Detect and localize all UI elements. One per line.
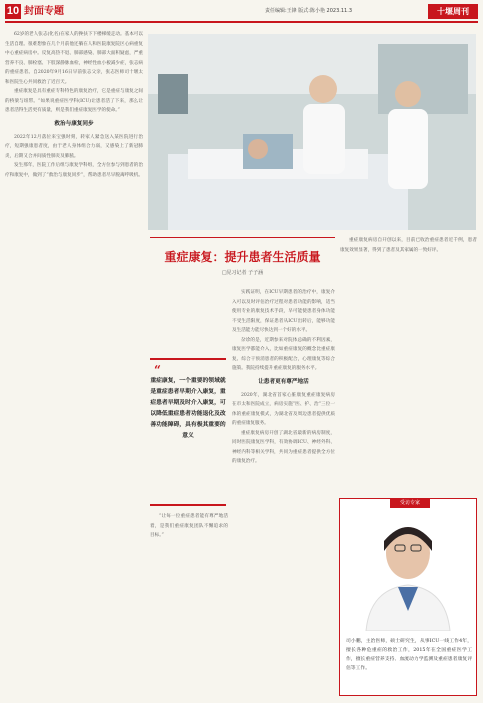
subheading: 让患者更有尊严地活 [258,378,309,385]
body-paragraph: 实践证明，在ICU早期患者的治疗中，康复介入可以及时评估治疗过程对患者功能的影响，适当使用专业的康复技术手段，早可能使患者身体功能不受生活限度，保证患者从ICU出转后，能够功能及生活能力能尽快达到一个好的水平。 [232,290,335,333]
pull-quote [150,358,226,506]
expert-portrait-image [340,511,476,631]
article-headline-block [150,237,335,281]
body-paragraph: 2020年，湖北省首家心脏康复重症康复病房在市太和医院成立，病房实施“医、护、治“三位一体的重症康复模式，为湖北省及周边患者提供优质的重症康复服务。 [232,392,335,426]
header-divider [5,21,478,23]
body-paragraph: “让每一位重症患者能有尊严地活着，是我们重症康复团队不懈追求的目标。” [150,514,228,538]
expert-photo [340,511,476,631]
article-title: 重症康复：提升患者生活质量 [164,250,321,264]
body-paragraph: 杂诊的是，近期参来对院体总确的不利因素，康复医学都能介入，比如重症康复的概念比重症康复、综合干预消患者的积极配合，心理康复等综合施策。我院持续提升重症康复的服务水平。 [232,337,335,371]
expert-bio: 司小鹏，主治医师，硕士研究生，从事ICU一线工作4年，擅长各种危重症的救治工作，2015年在全国重症医学工作，擅长重症营养支持、血流动力学监测及重症患者康复评估等工作。 [346,639,472,671]
expert-tag: 受访专家 [390,498,430,508]
quote-mark-icon: “ [154,363,161,377]
article-column-3 [340,236,477,491]
intro-paragraph: 62岁的老人张志(化名)在家人的搀扶下下楼梯缓走动。基本可以生活自理。很难想象在几个月前他还躺在人和医院康复院区心病重复中心重症病房中。反复高热不退、肺部感染、肺部大面积疑虑，严重营养不良、肺栓塞、下肢深静脉血栓，神经性血小板减少症，张志病的重症患者。自2020年9月16日早前张志父亲，张志医师司十堰太和医院生心共同救治了近百天。 [5,32,143,85]
pull-quote-text: 重症康复，一个重要的领域就是重症患者早期介入康复，重症患者早期及时介入康复，可以降低重症患者功能退化及改善功能障碍，具有极其重要的意义 [150,378,226,439]
byline: □见习记者 子子涵 [221,270,264,276]
body-paragraph: 2022年12月落位来宝强时刻，转家人紧急送入某医院进行治疗，短期强康患者度，由于老人身体组合力弱，又感染上了新冠肺炎，后期又合并间质性肺炎及肺脓。 [5,134,143,159]
body-paragraph: 重症康复病房开创了湖北省最新的病房制度，同时医院康复医学科，有效协调ICU、神经外科、神经内科等相关学科，共同为重症患者提供全方位的康复治疗。 [232,430,335,464]
body-paragraph: 发生那年，医院工作后组与康复学科组，全方位参与到患者的治疗和康复中，做到了“救治与康复同步”，帮助患者尽早脱离呼吸机。 [5,163,143,178]
section-title: 封面专题 [24,6,64,17]
subheading: 救治与康复同步 [54,120,94,127]
article-column-1 [5,30,143,698]
body-paragraph: 重症康复是具有重症专科特色的康复治疗，它是重症与康复之间的桥梁与纽带。“如果说重症医学科(ICU)让患者活了下来，那么让患者活得生活更有质量，则是我们重症康复医学的使命。” [5,89,143,113]
page-number: 10 [6,5,20,17]
article-column-2b [150,512,228,697]
newspaper-brand: 十堰周刊 [428,4,478,19]
main-photo [148,34,476,230]
editor-meta: 责任编辑:王锋 版式:陈小艳 2023.11.3 [265,8,352,14]
icu-scene-image [148,34,476,230]
expert-box [339,498,477,696]
article-column-2 [232,288,335,693]
body-paragraph: 重症康复病房自开创以来，目前已收治重症患者近千例，患者康复效果显著，得到了患者及其家属的一致好评。 [340,238,477,253]
